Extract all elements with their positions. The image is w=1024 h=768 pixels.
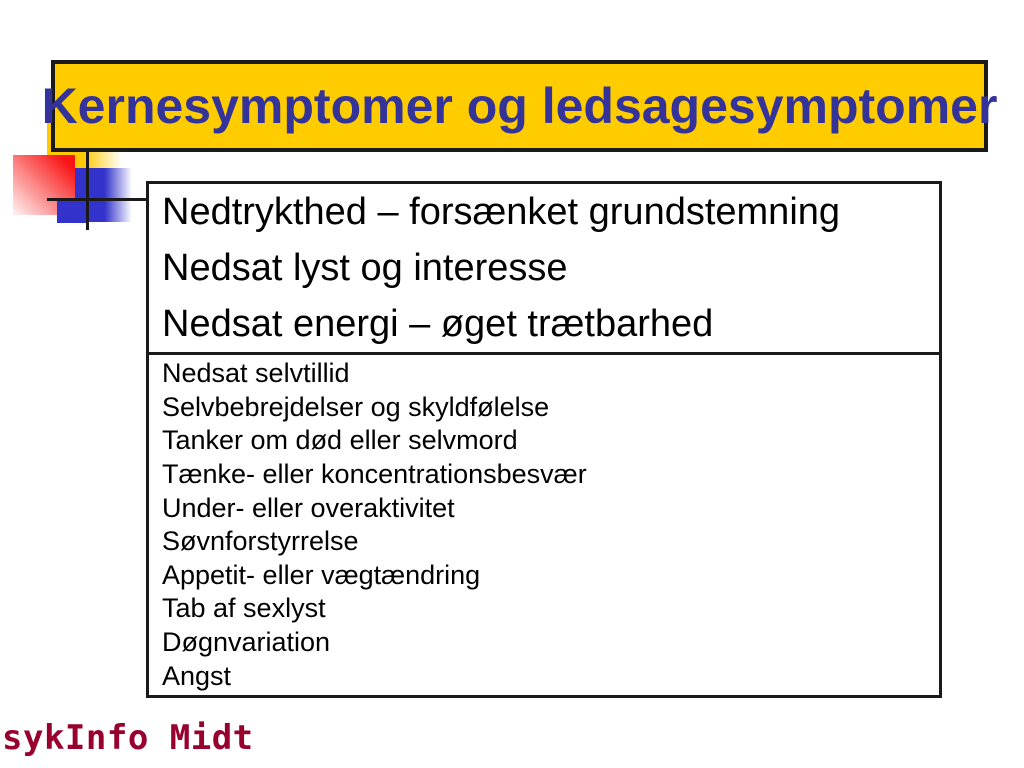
footer-logo-text: sykInfo Midt xyxy=(2,718,254,758)
decor-vertical-line xyxy=(86,151,89,230)
accompanying-symptom-line: Tab af sexlyst xyxy=(162,593,326,624)
decor-horizontal-line xyxy=(47,198,146,201)
accompanying-symptom-line: Angst xyxy=(162,660,232,691)
accompanying-symptom-line: Under- eller overaktivitet xyxy=(162,492,455,523)
core-symptom-line: Nedsat lyst og interesse xyxy=(162,246,568,289)
core-symptoms-section xyxy=(149,184,939,355)
accompanying-symptom-line: Søvnforstyrrelse xyxy=(162,526,359,557)
core-symptom-line: Nedtrykthed – forsænket grundstemning xyxy=(162,190,841,233)
symptoms-box xyxy=(146,181,942,698)
core-symptom-line: Nedsat energi – øget trætbarhed xyxy=(162,302,714,345)
accompanying-symptoms-section xyxy=(149,355,939,693)
title-banner xyxy=(41,60,998,152)
accompanying-symptom-line: Selvbebrejdelser og skyldfølelse xyxy=(162,391,550,422)
accompanying-symptom-line: Appetit- eller vægtændring xyxy=(162,559,481,590)
decor-blue-square-small xyxy=(57,200,89,223)
accompanying-symptom-line: Nedsat selvtillid xyxy=(162,358,350,389)
accompanying-symptom-line: Tænke- eller koncentrationsbesvær xyxy=(162,459,587,490)
accompanying-symptom-line: Tanker om død eller selvmord xyxy=(162,425,518,456)
slide-title: Kernesymptomer og ledsagesymptomer xyxy=(41,78,998,134)
accompanying-symptom-line: Døgnvariation xyxy=(162,627,331,658)
